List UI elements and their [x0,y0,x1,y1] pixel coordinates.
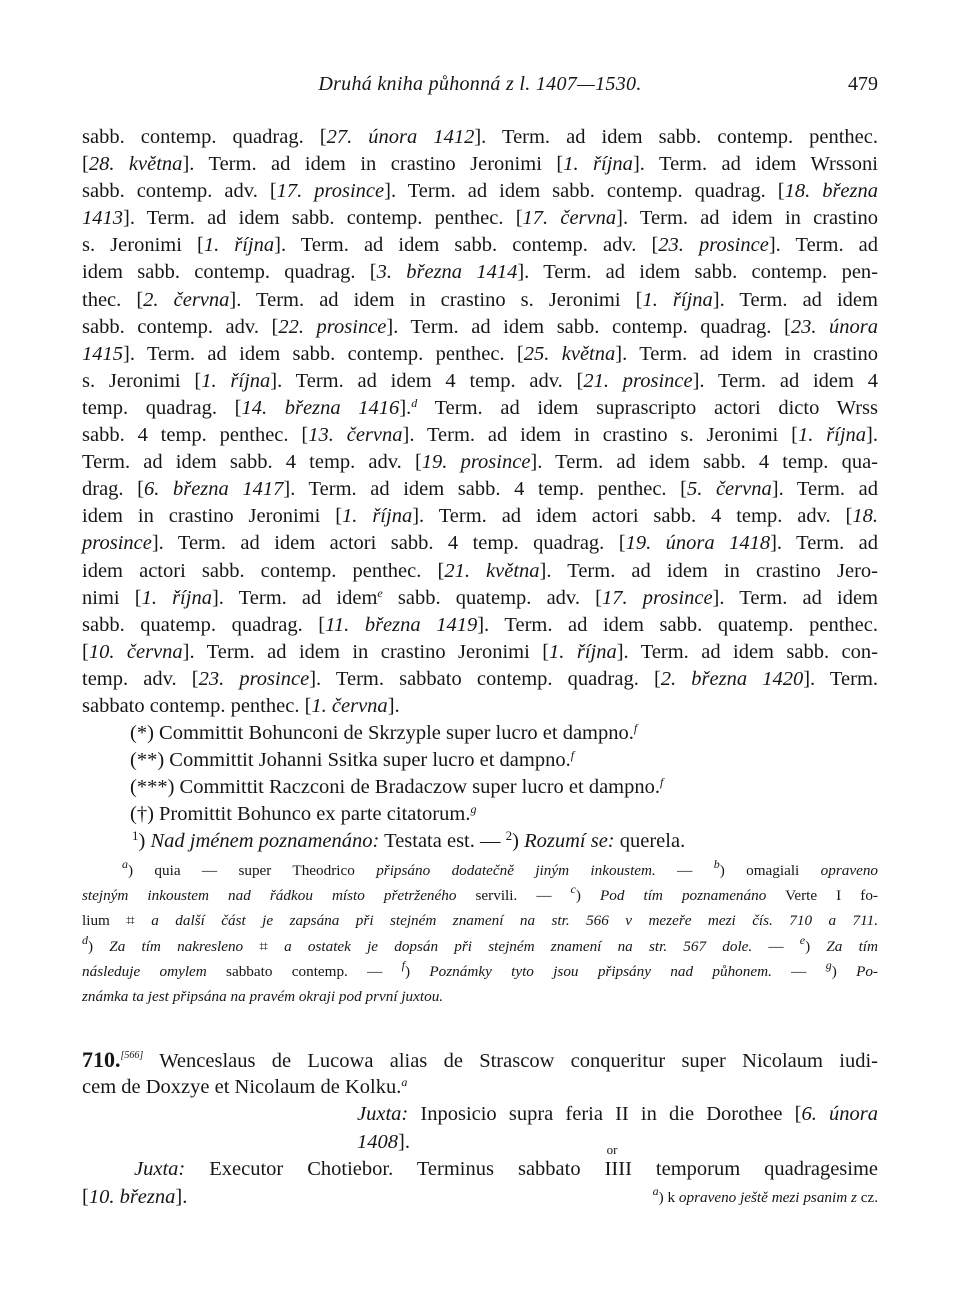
entry-710 [82,1046,878,1211]
text-line: prosince]. Term. ad idem actori sabb. 4 temp. quadrag. [19. února 1418]. Term. ad [82,532,878,555]
note-line: známka ta jest připsána na pravém okraji pod první juxtou. [82,987,444,1005]
juxta-first [82,1101,878,1129]
entry-text: Wenceslaus de Lucowa alias de Strascow conqueritur super Nicolaum iudi- [159,1050,878,1072]
numbered-footnote: $^1$) Nad jménem poznamenáno: Testata est. — $^2$) Rozumí se: querela. [132,828,686,853]
text-line: sabb. 4 temp. penthec. [13. června]. Term. ad idem in crastino s. Jeronimi [1. října]. [82,424,878,447]
text-line: [28. května]. Term. ad idem in crastino Jeronimi [1. října]. Term. ad idem Wrssoni [82,153,878,176]
note-line: lium ⌗ a další část je zapsána při stejném znamení na str. 566 v mezeře mezi čís. 710 a 711. [82,912,878,930]
note-line: $^d$) Za tím nakresleno ⌗ a ostatek je dopsán při stejném znamení na str. 567 dole. — $^e$) Za tím [82,932,878,955]
text-line: sabbato contemp. penthec. [1. června]. [82,694,400,717]
juxta-label: Juxta: [357,1103,409,1125]
page-number: 479 [848,73,878,95]
entry-date: [10. března]. [82,1185,188,1208]
entry-note: $^a$) k opraveno ještě mezi psanim z cz. [652,1183,878,1206]
textual-notes [82,858,878,1009]
text-line: sabb. contemp. quadrag. [27. února 1412]. Term. ad idem sabb. contemp. penthec. [82,126,878,148]
text-line: sabb. contemp. adv. [17. prosince]. Term. ad idem sabb. contemp. quadrag. [18. března [82,180,878,203]
text-line: thec. [2. června]. Term. ad idem in crastino s. Jeronimi [1. října]. Term. ad idem [82,288,878,311]
note-line: následuje omylem sabbato contemp. — $^f$) Poznámky tyto jsou připsány nad půhonem. — $^g$) Po- [82,957,878,980]
marginal-note: (†) Promittit Bohunco ex parte citatorum.$^g$ [130,802,477,826]
text-line: s. Jeronimi [1. října]. Term. ad idem 4 temp. adv. [21. prosince]. Term. ad idem 4 [82,369,878,392]
text-line: drag. [6. března 1417]. Term. ad idem sabb. 4 temp. penthec. [5. června]. Term. ad [82,478,878,501]
text-line: nimi [1. října]. Term. ad idem$^e$ sabb. quatemp. adv. [17. prosince]. Term. ad idem [82,585,878,609]
marginal-note: (***) Committit Raczconi de Bradaczow super lucro et dampno.$^f$ [130,775,664,799]
page-reference: [566] [120,1050,144,1061]
juxta-text: Executor Chotiebor. Terminus sabbato [209,1158,581,1180]
entry-first-line [82,1046,878,1074]
text-line: idem in crastino Jeronimi [1. října]. Term. ad idem actori sabb. 4 temp. adv. [18. [82,505,878,528]
marginal-note: (**) Committit Johanni Ssitka super lucro et dampno.$^f$ [130,748,575,772]
juxta-second [82,1142,879,1184]
text-line: sabb. quatemp. quadrag. [11. března 1419]. Term. ad idem sabb. quatemp. penthec. [82,613,878,636]
note-line: stejným inkoustem nad řádkou místo přetrženého servili. — $^c$) Pod tím poznamenáno Verte I fo- [82,882,878,905]
juxta-first-cont: 1408]. [357,1130,410,1153]
text-line: temp. adv. [23. prosince]. Term. sabbato contemp. quadrag. [2. března 1420]. Term. [82,667,879,690]
juxta-text: temporum quadragesime [655,1158,879,1180]
roman-numeral: or IIII [604,1142,632,1180]
entry-number: 710. [82,1047,121,1072]
page-header [82,73,878,99]
marginal-note: (*) Committit Bohunconi de Skrzyple super lucro et dampno.$^f$ [130,721,638,745]
text-line: 1415]. Term. ad idem sabb. contemp. penthec. [25. května]. Term. ad idem in crastino [82,342,878,365]
main-text [82,124,878,856]
text-line: sabb. contemp. adv. [22. prosince]. Term. ad idem sabb. contemp. quadrag. [23. února [82,315,879,338]
note-line: $^a$) quia — super Theodrico připsáno dodatečně jiným inkoustem. — $^b$) omagiali opraveno [122,857,879,879]
text-line: s. Jeronimi [1. října]. Term. ad idem sabb. contemp. adv. [23. prosince]. Term. ad [82,234,878,257]
text-line: Term. ad idem sabb. 4 temp. adv. [19. prosince]. Term. ad idem sabb. 4 temp. qua- [82,451,879,474]
entry-last-line [82,1184,878,1212]
text-line: 1413]. Term. ad idem sabb. contemp. penthec. [17. června]. Term. ad idem in crastino [82,207,878,230]
entry-line: cem de Doxzye et Nicolaum de Kolku.$^a$ [82,1074,408,1098]
juxta-label: Juxta: [134,1158,186,1180]
text-line: idem sabb. contemp. quadrag. [3. března 1414]. Term. ad idem sabb. contemp. pen- [82,261,878,284]
text-line: idem actori sabb. contemp. penthec. [21. května]. Term. ad idem in crastino Jero- [82,559,879,582]
juxta-text: Inposicio supra feria II in die Dorothee [6. února [420,1103,878,1125]
roman-superscript: or [606,1142,618,1157]
text-line: temp. quadrag. [14. března 1416].$^d$ Term. ad idem suprascripto actori dicto Wrss [82,395,878,419]
text-line: [10. června]. Term. ad idem in crastino Jeronimi [1. října]. Term. ad idem sabb. con- [82,640,878,663]
running-title: Druhá kniha půhonná z l. 1407—1530. [318,73,642,95]
